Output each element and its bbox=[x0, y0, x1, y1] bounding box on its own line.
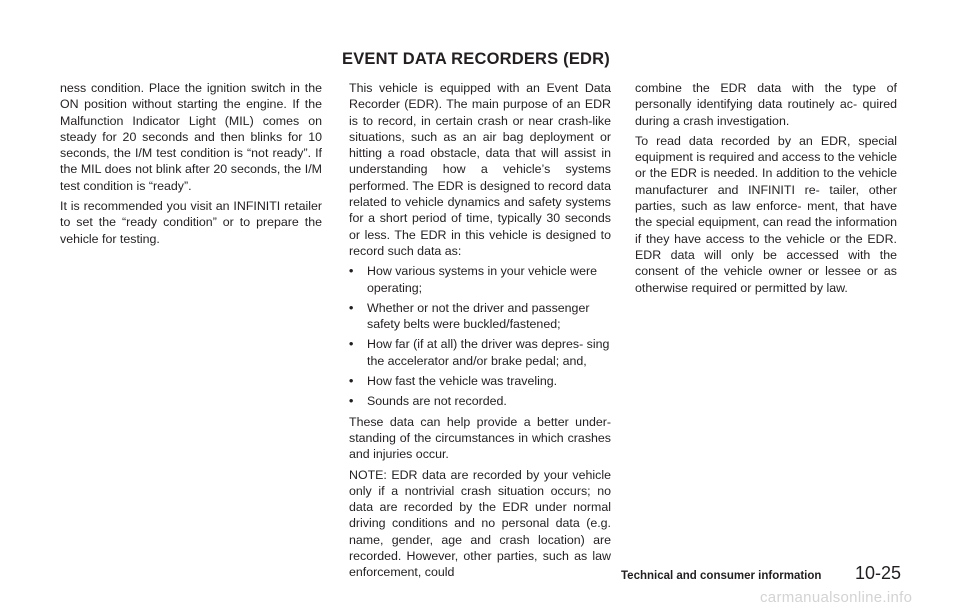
column-2 bbox=[349, 80, 611, 585]
col3-paragraph: combine the EDR data with the type of personally identifying data routinely ac- quired during a crash investigation. bbox=[635, 81, 897, 128]
list-item-text: Whether or not the driver and passenger safety belts were buckled/fastened; bbox=[367, 300, 590, 332]
list-item bbox=[349, 263, 611, 296]
edr-data-list bbox=[349, 263, 611, 409]
edr-intro-paragraph: This vehicle is equipped with an Event Data Recorder (EDR). The main purpose of an EDR is to record, in certain crash or near crash-like situations, such as an air bag deployment or hitting a road obstacle, data that will assist in understanding how a vehicle’s systems performed. The EDR is designed to record data related to vehicle dynamics and safety systems for a short period of time, typically 30 seconds or less. The EDR in this vehicle is designed to record such data as: bbox=[349, 81, 611, 258]
col1-paragraph: It is recommended you visit an INFINITI retailer to set the “ready condition” or to prepare the vehicle for testing. bbox=[60, 199, 322, 246]
col1-paragraph: ness condition. Place the ignition switch in the ON position without starting the engine. If the Malfunction Indicator Light (MIL) comes on steady for 20 seconds and then blinks for 10 seconds, the I/M test condition is “not ready”. If the MIL does not blink after 20 seconds, the I/M test condition is “ready”. bbox=[60, 81, 322, 193]
list-item-text: How fast the vehicle was traveling. bbox=[367, 374, 558, 389]
list-item-text: Sounds are not recorded. bbox=[367, 394, 507, 409]
watermark-text: carmanualsonline.info bbox=[760, 589, 913, 606]
note-paragraph: NOTE: EDR data are recorded by your vehicle only if a nontrivial crash situation occurs; no data are recorded by the EDR under normal driving conditions and no personal data (e.g. name, gender, age and crash location) are recorded. However, other parties, such as law enforcement, could bbox=[349, 467, 611, 580]
list-item bbox=[349, 336, 611, 369]
column-3 bbox=[635, 80, 897, 300]
list-item bbox=[349, 373, 611, 389]
list-item bbox=[349, 393, 611, 409]
after-list-paragraph: These data can help provide a better under- standing of the circumstances in which crashes and injuries occur. bbox=[349, 414, 611, 462]
bullet-icon: • bbox=[349, 394, 354, 409]
bullet-icon: • bbox=[349, 337, 354, 352]
page-number: 10-25 bbox=[855, 563, 902, 583]
list-item-text: How far (if at all) the driver was depres- sing the accelerator and/or brake pedal; and, bbox=[367, 337, 610, 368]
bullet-icon: • bbox=[349, 264, 354, 279]
bullet-icon: • bbox=[349, 374, 354, 389]
list-item-text: How various systems in your vehicle were operating; bbox=[367, 264, 597, 295]
column-1 bbox=[60, 80, 322, 251]
list-item bbox=[349, 300, 611, 333]
col3-paragraph: To read data recorded by an EDR, special equipment is required and access to the vehicle or the EDR is needed. In addition to the vehicle manufacturer and INFINITI re- tailer, other parties, such as law enforce- ment, that have the special equipment, can read the information if they have access to the vehicle or the EDR. EDR data will only be accessed with the consent of the vehicle owner or lessee or as otherwise required or permitted by law. bbox=[635, 133, 897, 295]
section-title: EVENT DATA RECORDERS (EDR) bbox=[342, 50, 610, 68]
bullet-icon: • bbox=[349, 300, 354, 315]
chapter-label: Technical and consumer information bbox=[621, 570, 822, 582]
